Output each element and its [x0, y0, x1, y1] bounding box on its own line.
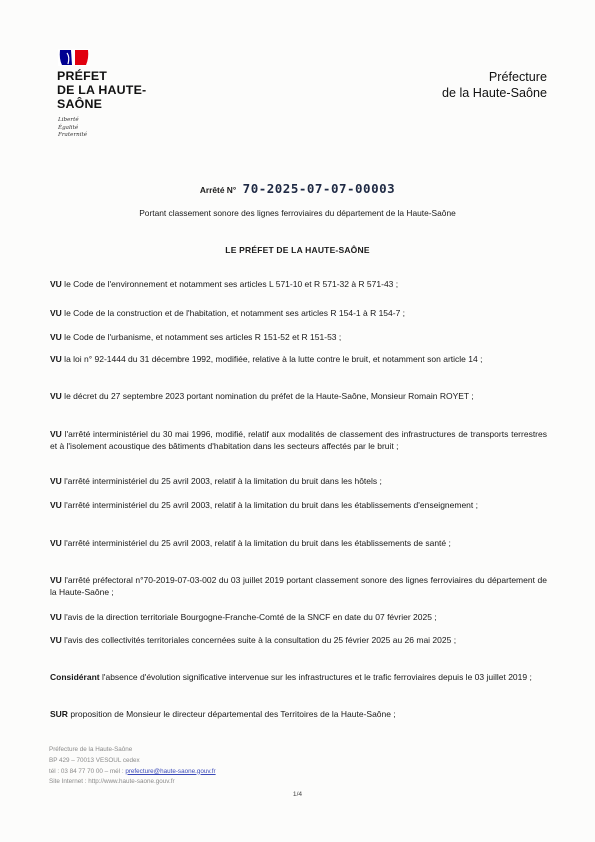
arrete-heading [0, 180, 595, 198]
arrete-number: 70-2025-07-07-00003 [242, 181, 396, 196]
footer-website: Site Internet : http://www.haute-saone.gouv.fr [49, 778, 175, 786]
clause-text: l'absence d'évolution significative intervenue sur les infrastructures et le trafic ferroviaires depuis le 03 juillet 2019 ; [99, 672, 532, 682]
footer-email-link[interactable]: prefecture@haute-saone.gouv.fr [125, 767, 216, 775]
visa-clause [50, 611, 547, 623]
clause-keyword: VU [50, 332, 62, 342]
visa-clause [50, 307, 547, 319]
visa-clause [50, 574, 547, 598]
visa-clause [50, 499, 547, 511]
clause-text: l'arrêté préfectoral n°70-2019-07-03-002 du 03 juillet 2019 portant classement sonore des lignes ferroviaires du département de la Haute-Saône ; [50, 575, 547, 597]
clause-keyword: VU [50, 308, 62, 318]
visa-clause [50, 428, 547, 452]
motto-fraternite: Fraternité [58, 132, 88, 139]
visa-clause [50, 353, 547, 365]
motto-egalite: Égalité [58, 124, 79, 131]
page-number: 1/4 [292, 791, 303, 798]
clause-text: l'avis des collectivités territoriales concernées suite à la consultation du 25 février 2025 au 26 mai 2025 ; [61, 635, 457, 645]
republic-motto [58, 117, 87, 140]
visa-clause [50, 537, 547, 549]
footer-phone: tél : 03 84 77 70 00 – mél : [49, 767, 126, 775]
visa-clause [50, 390, 547, 402]
clause-keyword: VU [50, 391, 62, 401]
sur-proposition-clause [50, 708, 547, 720]
document-title: LE PRÉFET DE LA HAUTE-SAÔNE [225, 245, 370, 255]
arrete-label: Arrêté N° [199, 185, 237, 195]
clause-text: la loi n° 92-1444 du 31 décembre 1992, modifiée, relative à la lutte contre le bruit, et notamment son article 14 ; [61, 354, 483, 364]
clause-keyword: VU [50, 635, 62, 645]
clause-keyword: VU [50, 612, 62, 622]
clause-keyword: VU [50, 429, 62, 439]
clause-keyword: Considérant [50, 672, 100, 682]
clause-keyword: SUR [50, 709, 68, 719]
clause-text: l'avis de la direction territoriale Bourgogne-Franche-Comté de la SNCF en date du 07 février 2025 ; [61, 612, 437, 622]
clause-text: l'arrêté interministériel du 25 avril 2003, relatif à la limitation du bruit dans les hôtels ; [61, 476, 382, 486]
clause-text: le décret du 27 septembre 2023 portant nomination du préfet de la Haute-Saône, Monsieur Romain ROYET ; [61, 391, 474, 401]
clause-keyword: VU [50, 279, 62, 289]
visa-clause [50, 278, 547, 290]
clause-text: proposition de Monsieur le directeur départemental des Territoires de la Haute-Saône ; [67, 709, 396, 719]
clause-text: le Code de la construction et de l'habitation, et notamment ses articles R 154-1 à R 154-7 ; [61, 308, 406, 318]
arrete-subtitle: Portant classement sonore des lignes ferroviaires du département de la Haute-Saône [139, 208, 456, 218]
motto-liberte: Liberté [58, 117, 79, 123]
prefet-title [57, 69, 146, 112]
clause-text: le Code de l'urbanisme, et notamment ses articles R 151-52 et R 151-53 ; [61, 332, 342, 342]
prefecture-line-1: Préfecture [488, 70, 547, 84]
clause-keyword: VU [50, 538, 62, 548]
clause-keyword: VU [50, 354, 62, 364]
footer-postal: BP 429 – 70013 VESOUL cedex [49, 756, 140, 764]
prefet-line-1: PRÉFET [57, 69, 108, 83]
clause-keyword: VU [50, 476, 62, 486]
footer-org: Préfecture de la Haute-Saône [49, 746, 133, 753]
clause-text: le Code de l'environnement et notamment ses articles L 571-10 et R 571-32 à R 571-43 ; [61, 279, 399, 289]
prefet-line-2: DE LA HAUTE- [57, 83, 147, 98]
considerant-clause [50, 671, 547, 683]
clause-text: l'arrêté interministériel du 25 avril 2003, relatif à la limitation du bruit dans les établissements de santé ; [61, 538, 451, 548]
prefecture-heading [442, 69, 547, 102]
clause-text: l'arrêté interministériel du 25 avril 2003, relatif à la limitation du bruit dans les établissements d'enseignement ; [61, 500, 478, 510]
visa-clause [50, 331, 547, 343]
footer-address [49, 745, 216, 788]
visa-clause [50, 475, 547, 487]
footer-contact [49, 767, 216, 778]
prefecture-line-2: de la Haute-Saône [441, 86, 547, 101]
clause-keyword: VU [50, 575, 62, 585]
clause-text: l'arrêté interministériel du 30 mai 1996, modifié, relatif aux modalités de classement des infrastructures de transports terrestres et à l'isolement acoustique des bâtiments d'habitation dans les secteurs affectés par le bruit ; [50, 429, 547, 451]
prefet-line-3: SAÔNE [57, 97, 103, 112]
marianne-logo [58, 49, 90, 66]
clause-keyword: VU [50, 500, 62, 510]
visa-clause [50, 634, 547, 646]
